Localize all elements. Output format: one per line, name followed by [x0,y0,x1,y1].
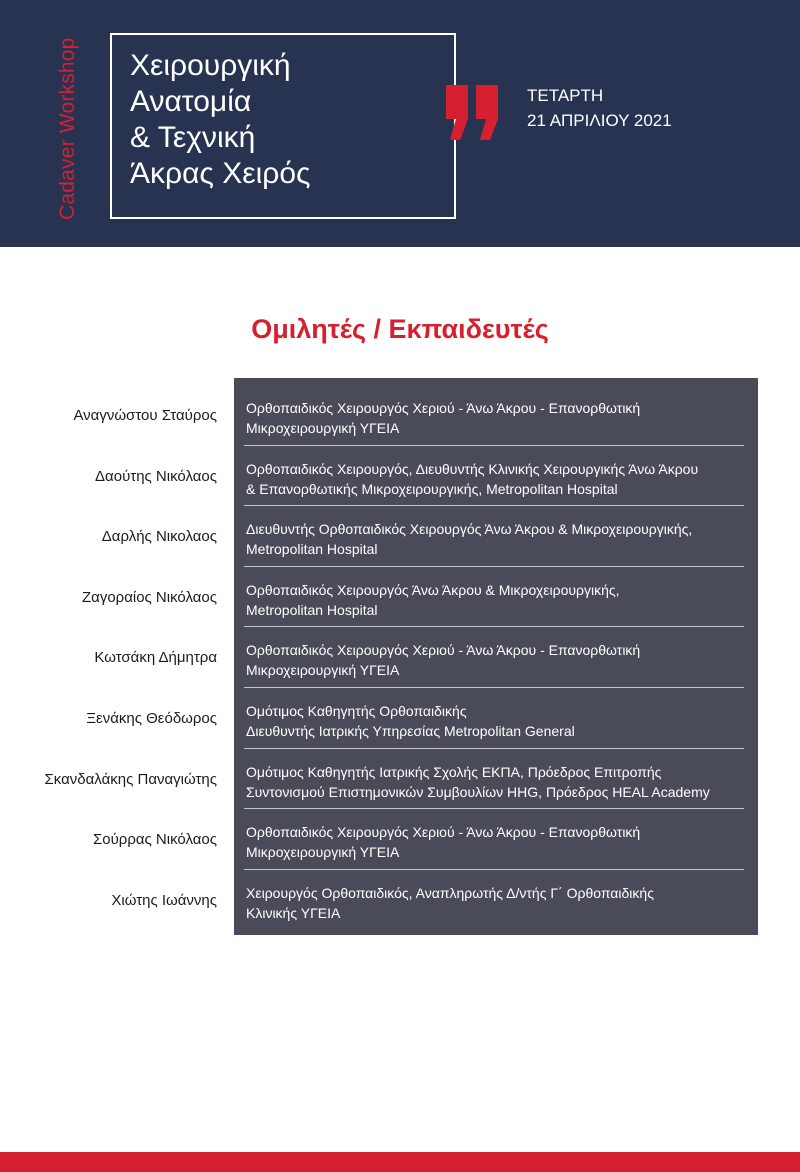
speaker-description-line: Ομότιμος Καθηγητής Ιατρικής Σχολής ΕΚΠΑ, Πρόεδρος Επιτροπής [246,763,662,780]
section-title: Ομιλητές / Εκπαιδευτές [251,314,549,344]
quote-mark-icon [446,85,498,140]
speaker-name: Σκανδαλάκης Παναγιώτης [44,770,217,788]
speaker-description-line: Ορθοπαιδικός Χειρουργός Χεριού - Άνω Άκρου - Επανορθωτική [246,642,641,659]
speaker-description [246,883,751,923]
speaker-description [246,701,751,741]
speaker-description-line: Συντονισμού Επιστημονικών Συμβουλίων HHG, Πρόεδρος HEAL Academy [246,783,710,800]
speaker-row [0,743,800,804]
speaker-description-line: Κλινικής ΥΓΕΙΑ [246,904,341,921]
speaker-description-line: Metropolitan Hospital [246,541,378,558]
event-date: 21 ΑΠΡΙΛΙΟΥ 2021 [527,111,672,130]
speaker-row [0,621,800,682]
speaker-description-line: Μικροχειρουργική ΥΓΕΙΑ [246,844,400,861]
speaker-row [0,803,800,864]
speaker-name: Ζαγοραίος Νικόλαος [81,588,217,606]
speaker-name: Χιώτης Ιωάννης [111,891,217,909]
speaker-description [246,398,751,438]
speaker-name: Κωτσάκη Δήμητρα [94,649,217,667]
speaker-row [0,440,800,501]
speaker-description-line: Metropolitan Hospital [246,601,378,618]
speaker-description-line: Μικροχειρουργική ΥΓΕΙΑ [246,420,400,436]
speaker-name: Δαούτης Νικόλαος [95,467,217,485]
speaker-description-line: Μικροχειρουργική ΥΓΕΙΑ [246,662,400,679]
event-title-line: Ανατομία [130,85,252,118]
event-title-line: Άκρας Χειρός [130,157,311,190]
speaker-description-line: Ομότιμος Καθηγητής Ορθοπαιδικής [246,703,467,719]
speaker-description-line: Χειρουργός Ορθοπαιδικός, Αναπληρωτής Δ/ντής Γ΄ Ορθοπαιδικής [246,884,654,901]
header-banner [0,0,800,247]
speaker-row [0,682,800,743]
event-title-line: & Τεχνική [130,121,256,154]
speaker-description-line: Ορθοπαιδικός Χειρουργός Άνω Άκρου & Μικροχειρουργικής, [246,581,620,598]
speaker-description [246,519,751,559]
speaker-description [246,640,751,680]
speaker-name: Αναγνώστου Σταύρος [73,407,217,424]
speaker-description-line: Διευθυντής Ορθοπαιδικός Χειρουργός Άνω Άκρου & Μικροχειρουργικής, [246,521,693,538]
speaker-row [0,561,800,622]
speaker-description-line: Ορθοπαιδικός Χειρουργός, Διευθυντής Κλινικής Χειρουργικής Άνω Άκρου [246,460,699,477]
speaker-description-line: Διευθυντής Ιατρικής Υπηρεσίας Metropolitan General [246,723,575,739]
speaker-row [0,864,800,925]
speaker-row [0,379,800,440]
event-title-box [110,33,456,219]
speaker-description [246,580,751,620]
speaker-name: Σούρρας Νικόλαος [92,831,217,849]
speaker-name: Ξενάκης Θεόδωρος [86,710,217,727]
event-title-line: Χειρουργική [130,49,291,82]
workshop-label: Cadaver Workshop [56,37,79,220]
speaker-row [0,500,800,561]
speaker-description-line: & Επανορθωτικής Μικροχειρουργικής, Metropolitan Hospital [246,480,618,497]
speaker-description [246,762,751,802]
speaker-description-line: Ορθοπαιδικός Χειρουργός Χεριού - Άνω Άκρου - Επανορθωτική [246,824,641,841]
event-day: ΤΕΤΑΡΤΗ [527,86,604,105]
speaker-description-line: Ορθοπαιδικός Χειρουργός Χεριού - Άνω Άκρου - Επανορθωτική [246,400,641,416]
footer-bar [0,1152,800,1172]
speaker-description [246,459,751,499]
speaker-description [246,822,751,862]
speaker-name: Δαρλής Νικολαος [101,528,217,546]
